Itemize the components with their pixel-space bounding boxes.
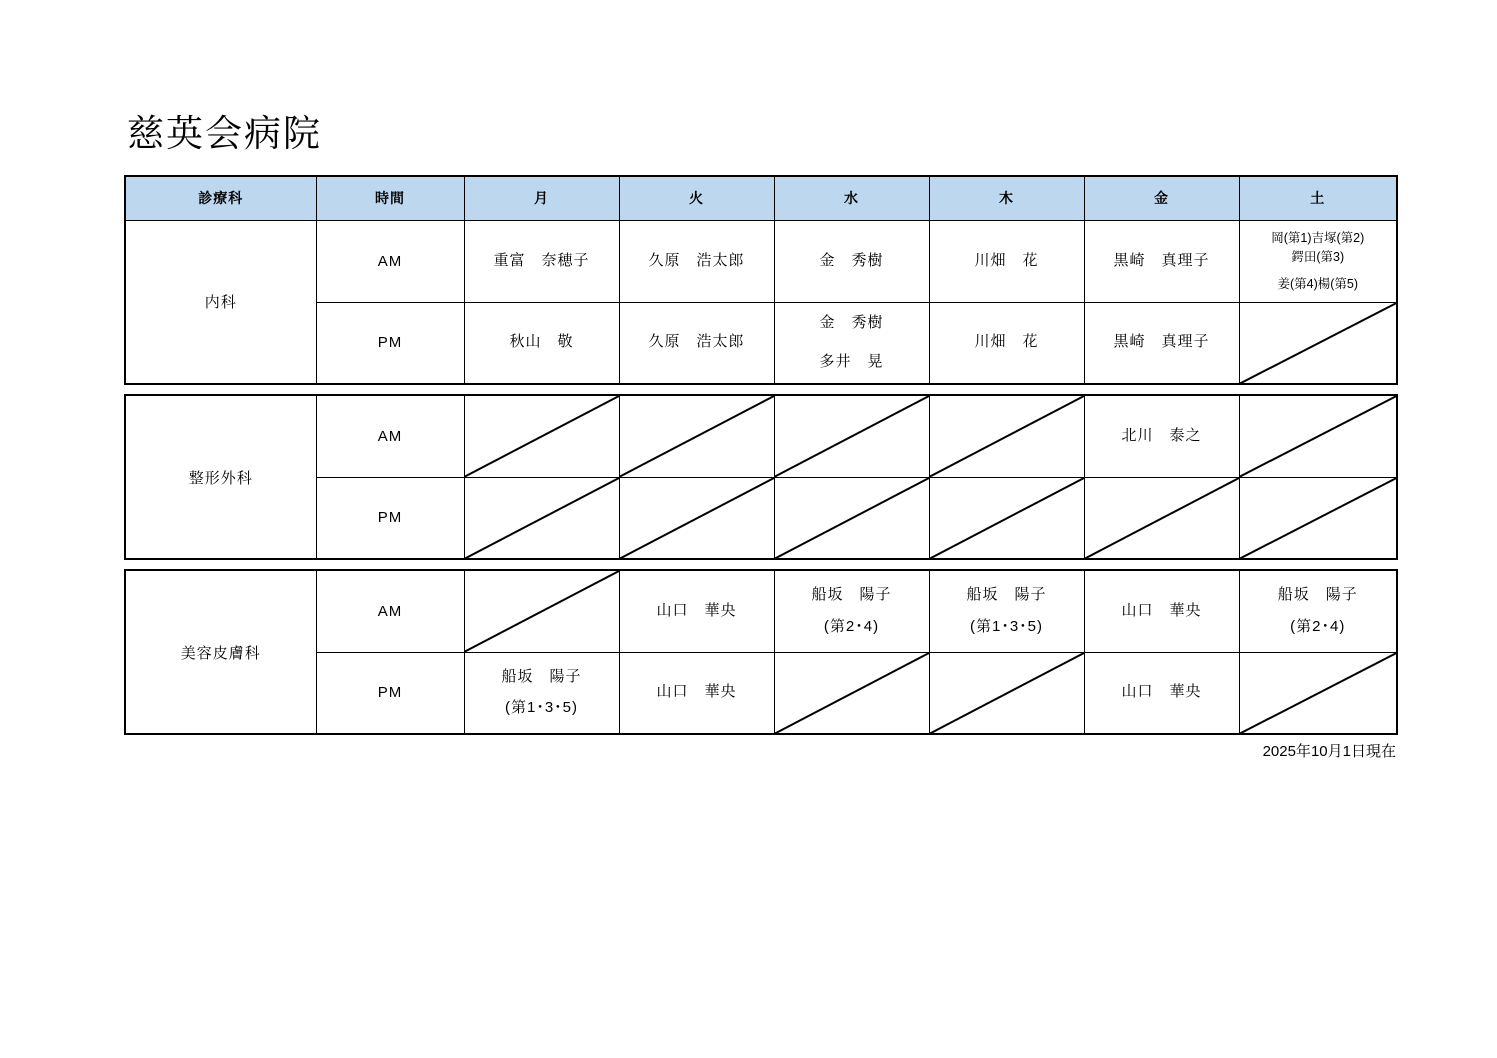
diagonal-line-icon [465,571,619,652]
closed-cell [929,652,1084,734]
diagonal-line-icon [775,396,929,477]
doctor-name: 黒崎 真理子 [1113,333,1210,351]
closed-cell [619,395,774,477]
doctor-name: 黒崎 真理子 [1113,251,1210,269]
doctor-cell [464,652,619,734]
doctor-cell [1239,220,1397,302]
doctor-cell [774,220,929,302]
doctor-cell [464,302,619,384]
schedule-row-am [125,395,1397,477]
schedule-row-pm [125,652,1397,734]
col-header-thursday: 木 [929,176,1084,220]
doctor-cell [929,302,1084,384]
closed-cell [1239,302,1397,384]
diagonal-line-icon [465,396,619,477]
diagonal-line-icon [1085,478,1239,559]
doctor-cell [1239,570,1397,652]
diagonal-line-icon [465,478,619,559]
doctor-name: 船坂 陽子 [966,586,1047,603]
doctor-name: 鍔田(第3) [1291,250,1345,265]
doctor-cell [929,220,1084,302]
time-label: PM [316,652,464,734]
col-header-friday: 金 [1084,176,1239,220]
col-header-time: 時間 [316,176,464,220]
week-note: (第2･4) [1290,617,1346,635]
closed-cell [774,477,929,559]
diagonal-line-icon [930,478,1084,559]
schedule-row-am [125,220,1397,302]
doctor-name: 船坂 陽子 [1277,586,1358,603]
closed-cell [774,395,929,477]
doctor-cell [619,302,774,384]
doctor-name: 久原 浩太郎 [648,333,745,351]
schedule-table-internal-medicine [124,175,1398,385]
closed-cell [619,477,774,559]
as-of-date: 2025年10月1日現在 [1262,743,1396,760]
time-label: PM [316,302,464,384]
doctor-name: 姜(第4)楊(第5) [1277,276,1359,291]
col-header-wednesday: 水 [774,176,929,220]
doctor-cell [774,302,929,384]
doctor-name: 岡(第1)吉塚(第2) [1271,231,1365,246]
department-name: 内科 [125,220,316,384]
col-header-tuesday: 火 [619,176,774,220]
doctor-name: 金 秀樹 [819,251,884,269]
doctor-name: 船坂 陽子 [501,667,582,685]
department-name: 美容皮膚科 [125,570,316,734]
doctor-cell [774,570,929,652]
schedule-row-pm [125,477,1397,559]
doctor-name: 川畑 花 [974,333,1039,351]
doctor-name: 秋山 敬 [509,333,574,351]
doctor-cell [619,652,774,734]
closed-cell [929,395,1084,477]
doctor-name: 金 秀樹 [819,314,884,331]
diagonal-line-icon [1240,396,1397,477]
schedule-content [124,175,1396,761]
doctor-cell [1084,570,1239,652]
closed-cell [464,395,619,477]
department-name: 整形外科 [125,395,316,559]
doctor-name: 山口 華央 [656,601,737,619]
doctor-cell [1084,220,1239,302]
schedule-row-pm [125,302,1397,384]
diagonal-line-icon [775,653,929,734]
schedule-table-orthopedics [124,394,1398,560]
diagonal-line-icon [1240,653,1397,734]
closed-cell [774,652,929,734]
schedule-row-am [125,570,1397,652]
doctor-name: 山口 華央 [656,683,737,701]
diagonal-line-icon [620,396,774,477]
col-header-monday: 月 [464,176,619,220]
doctor-name: 山口 華央 [1121,601,1202,619]
doctor-cell [1084,652,1239,734]
doctor-name: 山口 華央 [1121,683,1202,701]
schedule-table-cosmetic-dermatology [124,569,1398,735]
diagonal-line-icon [1240,478,1397,559]
doctor-name: 北川 泰之 [1121,426,1202,444]
diagonal-line-icon [930,653,1084,734]
diagonal-line-icon [775,478,929,559]
time-label: AM [316,220,464,302]
closed-cell [1239,395,1397,477]
diagonal-line-icon [620,478,774,559]
closed-cell [464,570,619,652]
closed-cell [1084,477,1239,559]
doctor-cell [929,570,1084,652]
closed-cell [1239,652,1397,734]
doctor-cell [464,220,619,302]
header-row [125,176,1397,220]
week-note: (第2･4) [823,617,880,635]
closed-cell [1239,477,1397,559]
week-note: (第1･3･5) [969,617,1044,635]
doctor-cell [619,220,774,302]
diagonal-line-icon [930,396,1084,477]
week-note: (第1･3･5) [504,699,579,717]
doctor-cell [619,570,774,652]
doctor-name: 船坂 陽子 [811,586,892,603]
closed-cell [929,477,1084,559]
time-label: AM [316,570,464,652]
doctor-name: 久原 浩太郎 [648,251,745,269]
page-title: 慈英会病院 [127,113,322,154]
doctor-name: 重富 奈穂子 [493,251,590,269]
doctor-cell [1084,395,1239,477]
closed-cell [464,477,619,559]
col-header-saturday: 土 [1239,176,1397,220]
doctor-cell [1084,302,1239,384]
diagonal-line-icon [1240,303,1397,384]
doctor-name: 川畑 花 [974,251,1039,269]
col-header-department: 診療科 [125,176,316,220]
time-label: PM [316,477,464,559]
doctor-name: 多井 晃 [819,352,884,370]
time-label: AM [316,395,464,477]
